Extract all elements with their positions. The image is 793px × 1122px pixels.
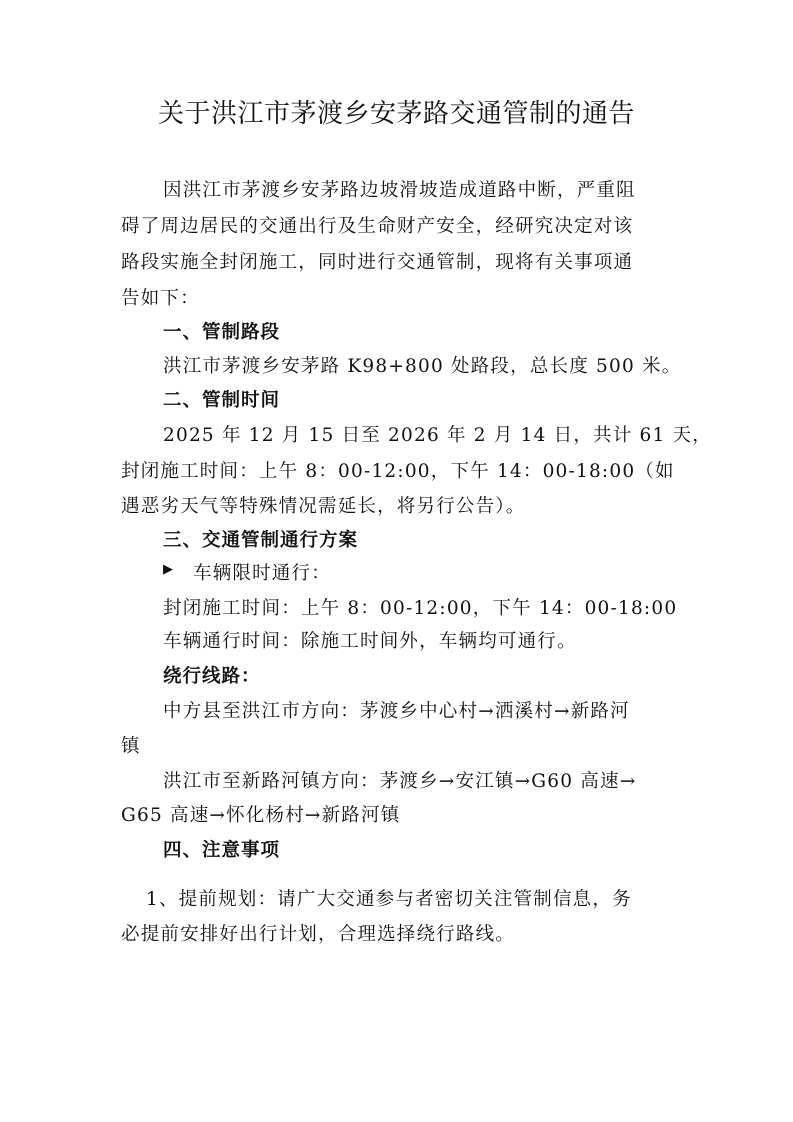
document-title: 关于洪江市茅渡乡安茅路交通管制的通告 <box>157 99 635 129</box>
section-1-heading: 一、管制路段 <box>163 322 281 343</box>
section-2-text: 遇恶劣天气等特殊情况需延长，将另行公告）。 <box>121 496 526 517</box>
route-text: 洪江市至新路河镇方向：茅渡乡→安江镇→G60 高速→ <box>163 771 637 792</box>
section-3-text: 车辆通行时间：除施工时间外，车辆均可通行。 <box>163 631 577 652</box>
route-text: 镇 <box>121 736 141 757</box>
intro-line: 碍了周边居民的交通出行及生命财产安全，经研究决定对该 <box>121 216 634 237</box>
section-3-text: 封闭施工时间：上午 8：00-12:00，下午 14：00-18:00 <box>163 598 678 619</box>
section-2-heading: 二、管制时间 <box>163 390 281 411</box>
route-text: 中方县至洪江市方向：茅渡乡中心村→洒溪村→新路河 <box>163 701 630 722</box>
route-text: G65 高速→怀化杨村→新路河镇 <box>121 805 401 826</box>
section-4-text: 必提前安排好出行计划，合理选择绕行路线。 <box>121 924 516 945</box>
section-3-heading: 三、交通管制通行方案 <box>163 530 359 551</box>
detour-heading: 绕行线路： <box>163 666 261 687</box>
intro-line: 路段实施全封闭施工，同时进行交通管制，现将有关事项通 <box>121 252 634 273</box>
section-2-text: 封闭施工时间：上午 8：00-12:00，下午 14：00-18:00（如 <box>121 461 675 482</box>
section-1-text: 洪江市茅渡乡安茅路 K98+800 处路段，总长度 500 米。 <box>163 356 682 377</box>
triangle-bullet-icon: ▶ <box>163 562 173 577</box>
intro-line: 因洪江市茅渡乡安茅路边坡滑坡造成道路中断，严重阻 <box>163 180 636 201</box>
section-2-text: 2025 年 12 月 15 日至 2026 年 2 月 14 日，共计 61 天， <box>163 425 712 446</box>
section-4-heading: 四、注意事项 <box>163 840 281 861</box>
bullet-label: 车辆限时通行： <box>193 563 331 584</box>
intro-line: 告如下： <box>121 288 200 309</box>
section-4-text: 1、提前规划：请广大交通参与者密切关注管制信息，务 <box>146 889 632 910</box>
